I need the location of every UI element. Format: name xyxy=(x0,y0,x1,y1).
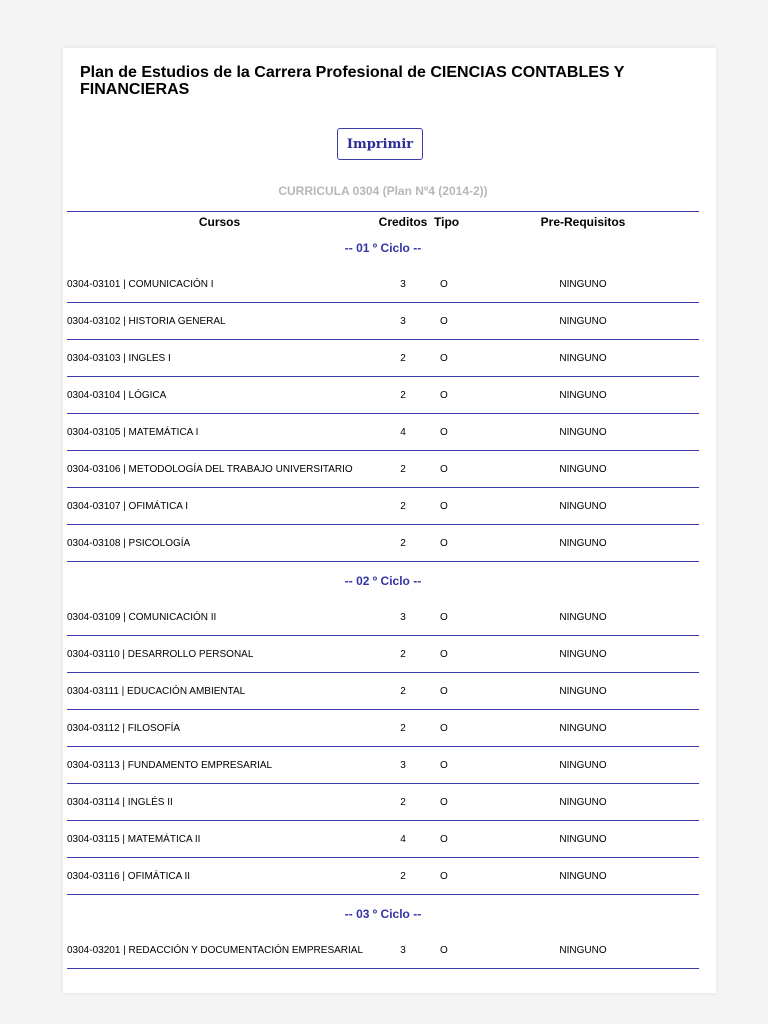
table-row xyxy=(67,673,699,710)
credits-cell: 2 xyxy=(372,710,434,747)
credits-cell: 3 xyxy=(372,303,434,340)
table-row xyxy=(67,747,699,784)
course-name-cell: 0304-03114 | INGLÉS II xyxy=(67,784,372,821)
course-name-cell: 0304-03109 | COMUNICACIÓN II xyxy=(67,599,372,636)
type-cell: O xyxy=(434,821,467,858)
type-cell: O xyxy=(434,414,467,451)
course-name-cell: 0304-03101 | COMUNICACIÓN I xyxy=(67,266,372,303)
type-cell: O xyxy=(434,525,467,562)
type-cell: O xyxy=(434,451,467,488)
credits-cell: 2 xyxy=(372,377,434,414)
credits-cell: 2 xyxy=(372,340,434,377)
cycle-header-row xyxy=(67,895,699,933)
course-name-cell: 0304-03113 | FUNDAMENTO EMPRESARIAL xyxy=(67,747,372,784)
cycle-label: -- 02 º Ciclo -- xyxy=(344,573,422,588)
table-row xyxy=(67,340,699,377)
course-name-cell: 0304-03111 | EDUCACIÓN AMBIENTAL xyxy=(67,673,372,710)
table-row xyxy=(67,451,699,488)
cycle-label: -- 01 º Ciclo -- xyxy=(344,240,422,255)
table-row xyxy=(67,636,699,673)
table-row xyxy=(67,488,699,525)
header-cursos: Cursos xyxy=(67,212,372,230)
prerequisites-cell: NINGUNO xyxy=(467,303,699,340)
curricula-label: CURRICULA 0304 (Plan Nº4 (2014-2)) xyxy=(278,184,488,198)
prerequisites-cell: NINGUNO xyxy=(467,599,699,636)
credits-cell: 3 xyxy=(372,599,434,636)
prerequisites-cell: NINGUNO xyxy=(467,340,699,377)
table-row xyxy=(67,266,699,303)
table-row xyxy=(67,525,699,562)
prerequisites-cell: NINGUNO xyxy=(467,858,699,895)
table-row xyxy=(67,858,699,895)
credits-cell: 2 xyxy=(372,784,434,821)
prerequisites-cell: NINGUNO xyxy=(467,747,699,784)
credits-cell: 2 xyxy=(372,858,434,895)
type-cell: O xyxy=(434,303,467,340)
type-cell: O xyxy=(434,673,467,710)
prerequisites-cell: NINGUNO xyxy=(467,821,699,858)
course-name-cell: 0304-03108 | PSICOLOGÍA xyxy=(67,525,372,562)
table-row xyxy=(67,932,699,969)
prerequisites-cell: NINGUNO xyxy=(467,414,699,451)
table-row xyxy=(67,303,699,340)
course-name-cell: 0304-03112 | FILOSOFÍA xyxy=(67,710,372,747)
credits-cell: 2 xyxy=(372,451,434,488)
credits-cell: 2 xyxy=(372,525,434,562)
header-tipo: Tipo xyxy=(434,212,467,230)
course-name-cell: 0304-03105 | MATEMÁTICA I xyxy=(67,414,372,451)
prerequisites-cell: NINGUNO xyxy=(467,266,699,303)
type-cell: O xyxy=(434,599,467,636)
prerequisites-cell: NINGUNO xyxy=(467,710,699,747)
credits-cell: 3 xyxy=(372,266,434,303)
table-row xyxy=(67,821,699,858)
type-cell: O xyxy=(434,747,467,784)
prerequisites-cell: NINGUNO xyxy=(467,451,699,488)
type-cell: O xyxy=(434,636,467,673)
credits-cell: 2 xyxy=(372,673,434,710)
header-prerequisitos: Pre-Requisitos xyxy=(467,212,699,230)
credits-cell: 2 xyxy=(372,636,434,673)
course-name-cell: 0304-03201 | REDACCIÓN Y DOCUMENTACIÓN EMPRESARIAL xyxy=(67,932,372,969)
type-cell: O xyxy=(434,858,467,895)
table-row xyxy=(67,377,699,414)
credits-cell: 4 xyxy=(372,414,434,451)
type-cell: O xyxy=(434,710,467,747)
print-button[interactable]: Imprimir xyxy=(337,128,423,160)
course-name-cell: 0304-03115 | MATEMÁTICA II xyxy=(67,821,372,858)
credits-cell: 4 xyxy=(372,821,434,858)
course-name-cell: 0304-03104 | LÓGICA xyxy=(67,377,372,414)
table-row xyxy=(67,710,699,747)
table-row xyxy=(67,784,699,821)
cycle-header-row xyxy=(67,229,699,266)
table-body xyxy=(67,229,699,969)
cycle-header-row xyxy=(67,562,699,600)
prerequisites-cell: NINGUNO xyxy=(467,673,699,710)
prerequisites-cell: NINGUNO xyxy=(467,784,699,821)
course-name-cell: 0304-03116 | OFIMÁTICA II xyxy=(67,858,372,895)
type-cell: O xyxy=(434,340,467,377)
prerequisites-cell: NINGUNO xyxy=(467,525,699,562)
course-name-cell: 0304-03107 | OFIMÁTICA I xyxy=(67,488,372,525)
type-cell: O xyxy=(434,932,467,969)
page-title: Plan de Estudios de la Carrera Profesional de CIENCIAS CONTABLES Y FINANCIERAS xyxy=(80,64,625,98)
cycle-label: -- 03 º Ciclo -- xyxy=(344,906,422,921)
credits-cell: 3 xyxy=(372,747,434,784)
type-cell: O xyxy=(434,377,467,414)
type-cell: O xyxy=(434,784,467,821)
course-name-cell: 0304-03110 | DESARROLLO PERSONAL xyxy=(67,636,372,673)
type-cell: O xyxy=(434,488,467,525)
type-cell: O xyxy=(434,266,467,303)
course-name-cell: 0304-03102 | HISTORIA GENERAL xyxy=(67,303,372,340)
curriculum-card xyxy=(63,48,716,993)
table-header xyxy=(67,212,699,230)
table-row xyxy=(67,414,699,451)
prerequisites-cell: NINGUNO xyxy=(467,377,699,414)
course-name-cell: 0304-03103 | INGLES I xyxy=(67,340,372,377)
prerequisites-cell: NINGUNO xyxy=(467,932,699,969)
prerequisites-cell: NINGUNO xyxy=(467,488,699,525)
prerequisites-cell: NINGUNO xyxy=(467,636,699,673)
credits-cell: 2 xyxy=(372,488,434,525)
header-creditos: Creditos xyxy=(372,212,434,230)
curriculum-table xyxy=(67,211,699,969)
table-row xyxy=(67,599,699,636)
course-name-cell: 0304-03106 | METODOLOGÍA DEL TRABAJO UNIVERSITARIO xyxy=(67,451,372,488)
credits-cell: 3 xyxy=(372,932,434,969)
